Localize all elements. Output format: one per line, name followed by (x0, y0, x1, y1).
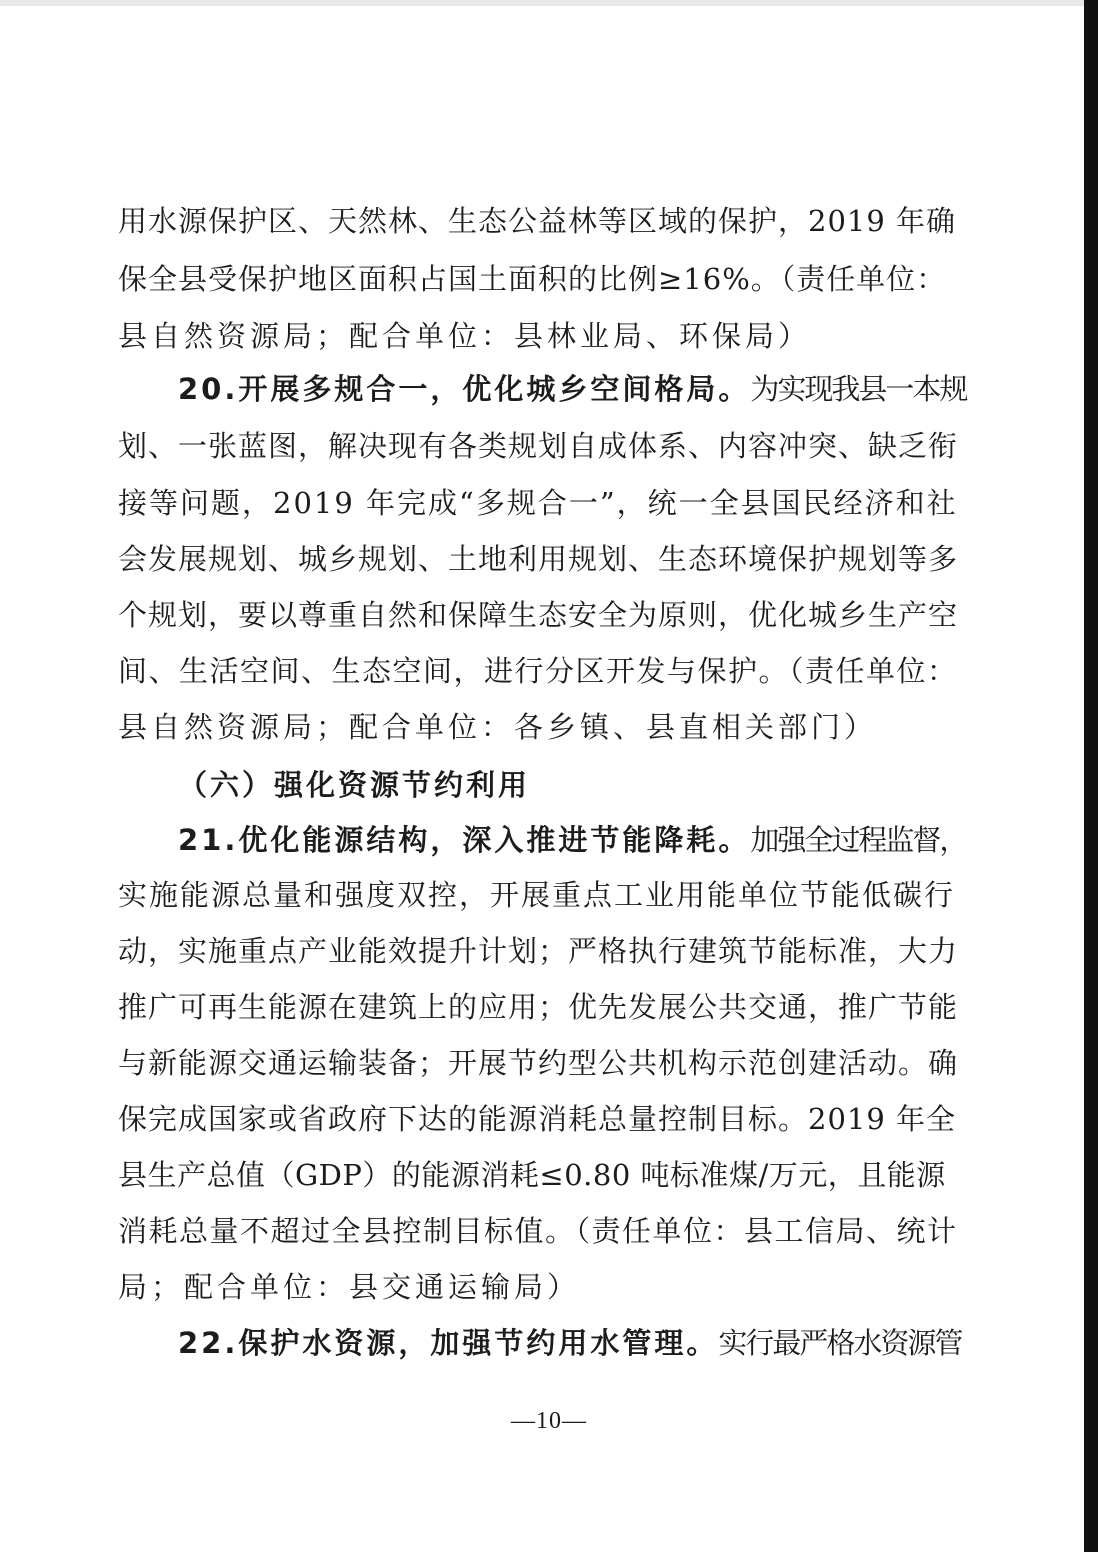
item-22-title: 22.保护水资源，加强节约用水管理。 (178, 1326, 719, 1360)
item-20-heading-line: 20.开展多规合一，优化城乡空间格局。为实现我县一本规 (178, 372, 967, 406)
text-line: 与新能源交通运输装备；开展节约型公共机构示范创建活动。确 (118, 1046, 959, 1080)
text-line: 消耗总量不超过全县控制目标值。（责任单位：县工信局、统计 (118, 1214, 958, 1248)
text-line: 动，实施重点产业能效提升计划；严格执行建筑节能标准，大力 (118, 934, 959, 968)
scan-edge-top (0, 0, 1098, 6)
scan-edge-right (1084, 0, 1098, 1552)
text-line: 局；配合单位：县交通运输局） (118, 1270, 581, 1304)
text-line: 接等问题，2019 年完成“多规合一”，统一全县国民经济和社 (118, 486, 958, 520)
text-line: 县生产总值（GDP）的能源消耗≤0.80 吨标准煤/万元，且能源 (118, 1158, 946, 1192)
section-heading: （六）强化资源节约利用 (178, 768, 531, 802)
text-line: 保全县受保护地区面积占国土面积的比例≥16%。（责任单位： (118, 262, 947, 296)
text-line: 划、一张蓝图，解决现有各类规划自成体系、内容冲突、缺乏衔 (118, 429, 959, 463)
item-20-title: 20.开展多规合一，优化城乡空间格局。 (178, 372, 751, 406)
text-line: 用水源保护区、天然林、生态公益林等区域的保护，2019 年确 (118, 204, 957, 238)
text-line: 推广可再生能源在建筑上的应用；优先发展公共交通，推广节能 (118, 990, 959, 1024)
text-line: 个规划，要以尊重自然和保障生态安全为原则，优化城乡生产空 (118, 598, 959, 632)
text-line: 保完成国家或省政府下达的能源消耗总量控制目标。2019 年全 (118, 1102, 957, 1136)
text-line: 会发展规划、城乡规划、土地利用规划、生态环境保护规划等多 (118, 542, 959, 576)
item-21-title: 21.优化能源结构，深入推进节能降耗。 (178, 823, 751, 857)
text-line: 实施能源总量和强度双控，开展重点工业用能单位节能低碳行 (118, 878, 956, 912)
text-line: 间、生活空间、生态空间，进行分区开发与保护。（责任单位： (118, 654, 958, 688)
item-22-heading-line: 22.保护水资源，加强节约用水管理。实行最严格水资源管 (178, 1326, 962, 1360)
item-21-heading-line: 21.优化能源结构，深入推进节能降耗。加强全过程监督， (178, 823, 967, 857)
text-line: 县自然资源局；配合单位：县林业局、环保局） (118, 319, 812, 353)
text-line: 县自然资源局；配合单位：各乡镇、县直相关部门） (118, 710, 878, 744)
page-number: —10— (511, 1408, 587, 1434)
